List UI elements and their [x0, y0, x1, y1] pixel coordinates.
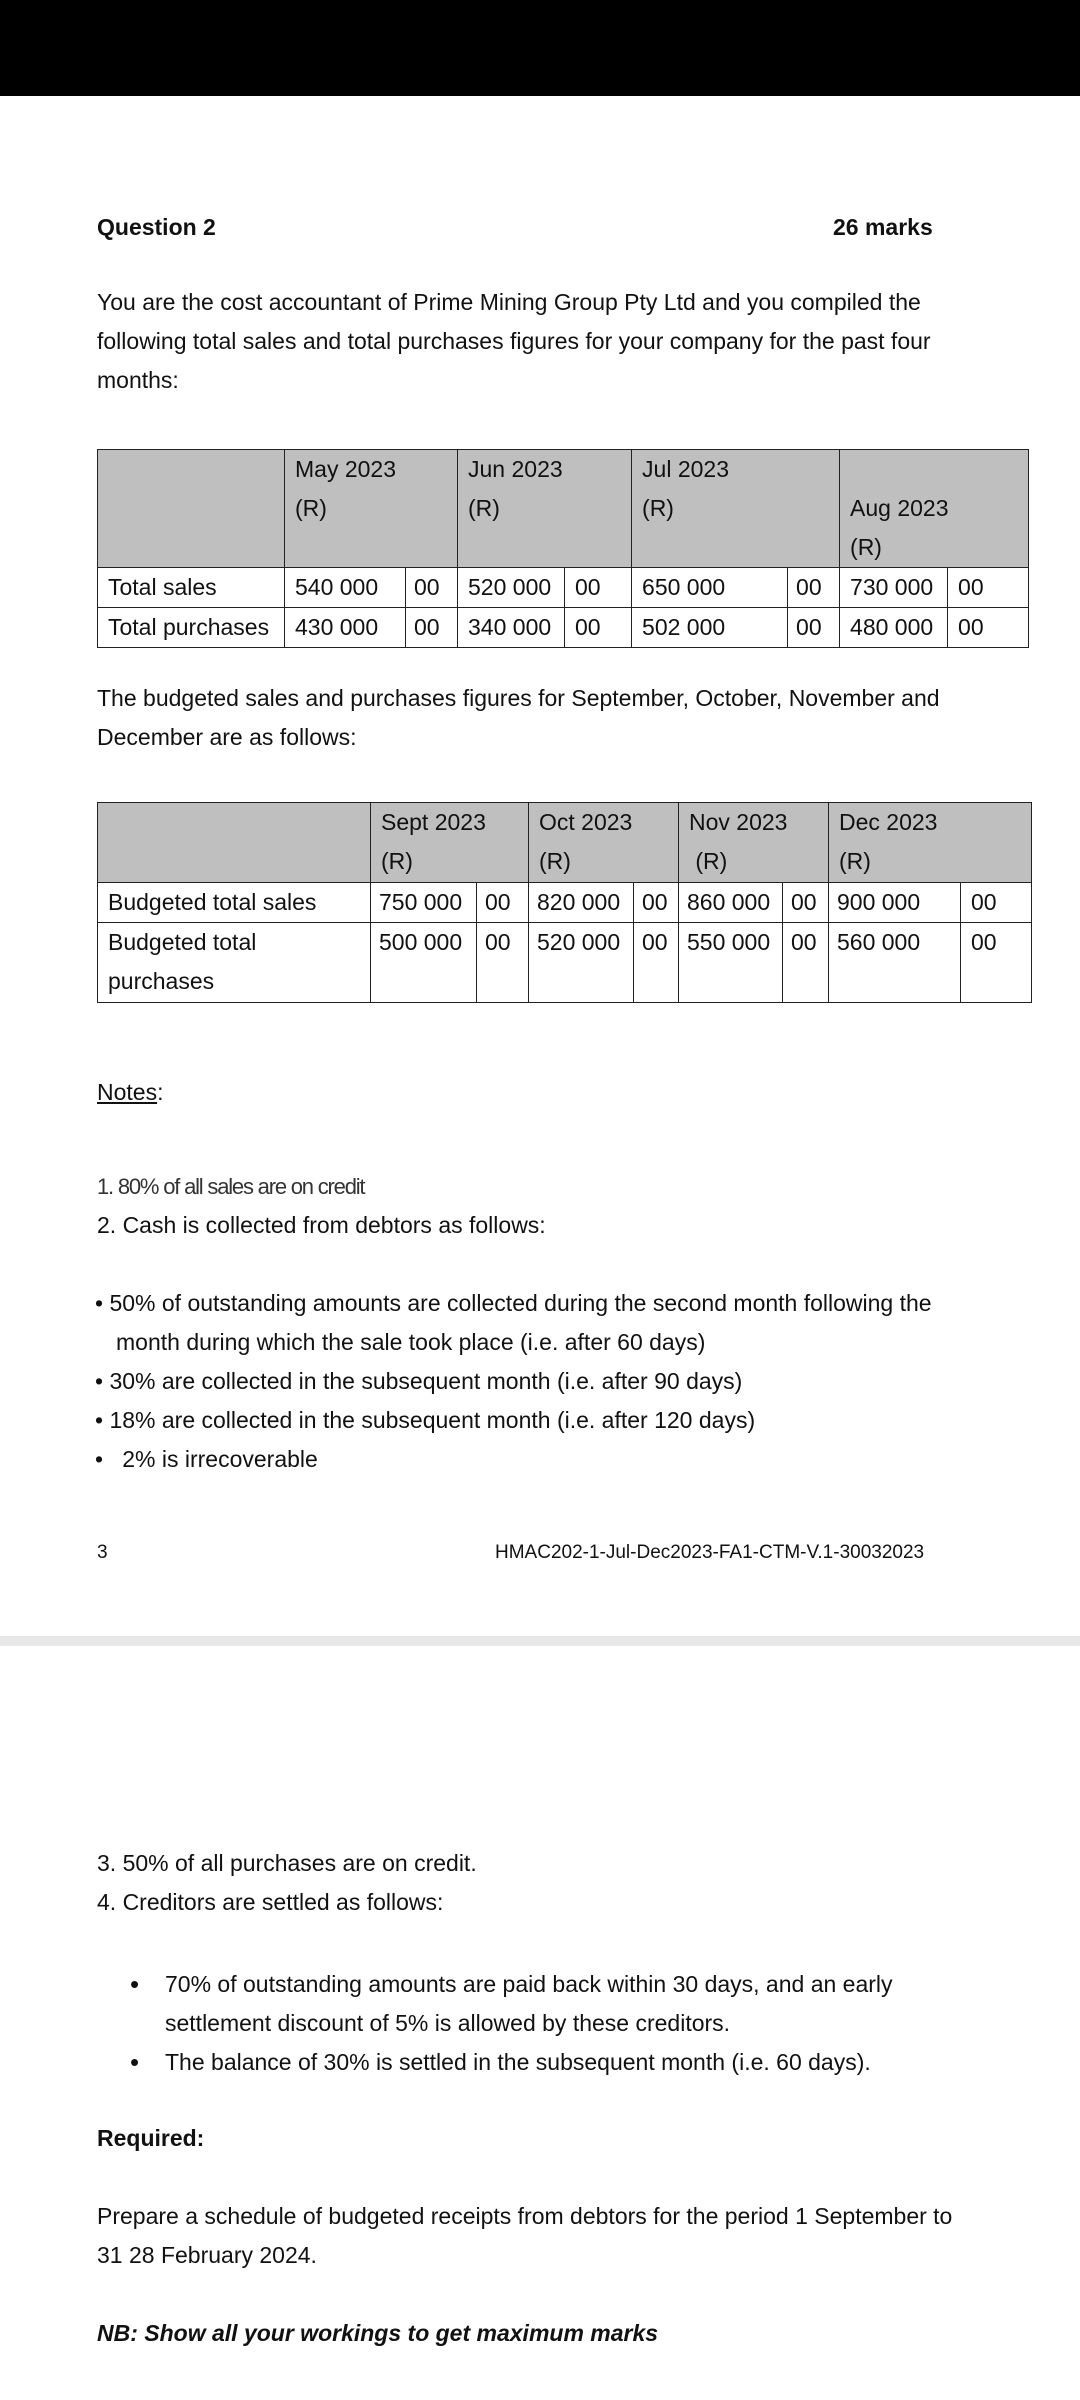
header-unit: (R): [295, 495, 327, 521]
required-heading: Required:: [97, 2125, 205, 2151]
table-row: [98, 883, 1032, 923]
cell-value: 860 000: [679, 883, 783, 923]
table2-header-sept: [371, 803, 529, 883]
cell-value: 750 000: [371, 883, 477, 923]
cell-cents: 00: [961, 923, 1032, 1003]
row-label: Budgeted total sales: [98, 883, 371, 923]
cell-value: 502 000: [632, 608, 788, 648]
note-bullet-4: • 2% is irrecoverable: [95, 1446, 318, 1472]
cell-value: 430 000: [285, 608, 406, 648]
cell-cents: 00: [634, 883, 679, 923]
header-unit: (R): [468, 495, 500, 521]
cell-cents: 00: [788, 568, 840, 608]
note-item-2: 2. Cash is collected from debtors as follows:: [97, 1212, 546, 1238]
cell-cents: 00: [634, 923, 679, 1003]
notes-heading-text: Notes: [97, 1079, 158, 1105]
intro-line-2: following total sales and total purchases figures for your company for the past four: [97, 328, 931, 354]
notes-heading: [97, 1073, 163, 1112]
table2-header-nov: [679, 803, 829, 883]
document-page-1: [0, 96, 1080, 1636]
footer-page-number: 3: [97, 1542, 108, 1563]
footer-doc-code: HMAC202-1-Jul-Dec2023-FA1-CTM-V.1-30032023: [495, 1542, 925, 1563]
cell-cents: 00: [961, 883, 1032, 923]
header-month: Sept 2023: [381, 809, 486, 835]
cell-cents: 00: [948, 568, 1029, 608]
header-month: Aug 2023: [850, 495, 949, 521]
header-month: Jul 2023: [642, 456, 729, 482]
cell-value: 500 000: [371, 923, 477, 1003]
header-month: Dec 2023: [839, 809, 938, 835]
table2-header-blank: [98, 803, 371, 883]
note-bullet-1-cont: month during which the sale took place (i.e. after 60 days): [116, 1329, 706, 1355]
note-item-1: 1. 80% of all sales are on credit: [97, 1174, 365, 1199]
budget-intro-line-1: The budgeted sales and purchases figures for September, October, November and: [97, 685, 940, 711]
table1-header-aug: [840, 450, 1029, 568]
note-bullet-2: • 30% are collected in the subsequent month (i.e. after 90 days): [95, 1368, 743, 1394]
bullet-dot: •: [130, 1969, 140, 1999]
cell-value: 900 000: [829, 883, 961, 923]
row-label: Total purchases: [98, 608, 285, 648]
cell-cents: 00: [565, 608, 632, 648]
cell-cents: 00: [406, 568, 458, 608]
cell-value: 650 000: [632, 568, 788, 608]
historic-sales-purchases-table: [97, 449, 1029, 648]
intro-line-1: You are the cost accountant of Prime Mining Group Pty Ltd and you compiled the: [97, 289, 921, 315]
cell-cents: 00: [788, 608, 840, 648]
row-label-line-1: Budgeted total: [108, 929, 257, 955]
table1-header-blank: [98, 450, 285, 568]
cell-cents: 00: [406, 608, 458, 648]
table1-header-jul: [632, 450, 840, 568]
cell-cents: 00: [783, 883, 829, 923]
cell-cents: 00: [477, 883, 529, 923]
header-unit: (R): [850, 534, 882, 560]
header-month: Nov 2023: [689, 809, 788, 835]
question-title: Question 2: [97, 214, 216, 240]
table2-header-dec: [829, 803, 1032, 883]
row-label: Total sales: [98, 568, 285, 608]
table1-header-may: [285, 450, 458, 568]
cell-value: 730 000: [840, 568, 948, 608]
table-row: [98, 923, 1032, 1003]
header-unit: (R): [381, 848, 413, 874]
cell-value: 540 000: [285, 568, 406, 608]
cell-value: 480 000: [840, 608, 948, 648]
note-item-4: 4. Creditors are settled as follows:: [97, 1889, 444, 1915]
table1-header-row: [98, 450, 1029, 568]
table2-header-row: [98, 803, 1032, 883]
task-line-1: Prepare a schedule of budgeted receipts from debtors for the period 1 September to: [97, 2203, 953, 2229]
task-line-2: 31 28 February 2024.: [97, 2242, 317, 2268]
header-unit: (R): [539, 848, 571, 874]
header-month: Oct 2023: [539, 809, 633, 835]
note-item-3: 3. 50% of all purchases are on credit.: [97, 1850, 477, 1876]
header-month: May 2023: [295, 456, 397, 482]
cell-value: 340 000: [458, 608, 565, 648]
header-month: Jun 2023: [468, 456, 563, 482]
budget-intro-line-2: December are as follows:: [97, 724, 357, 750]
cell-value: 560 000: [829, 923, 961, 1003]
cell-cents: 00: [783, 923, 829, 1003]
header-unit: (R): [839, 848, 871, 874]
cell-value: 550 000: [679, 923, 783, 1003]
cell-value: 820 000: [529, 883, 634, 923]
row-label-line-2: purchases: [108, 968, 215, 994]
note-bullet-1: • 50% of outstanding amounts are collected during the second month following the: [95, 1290, 932, 1316]
cell-cents: 00: [477, 923, 529, 1003]
creditor-bullet-2: The balance of 30% is settled in the subsequent month (i.e. 60 days).: [165, 2049, 871, 2075]
header-unit: (R): [642, 495, 674, 521]
cell-value: 520 000: [458, 568, 565, 608]
table-row: [98, 608, 1029, 648]
table1-header-jun: [458, 450, 632, 568]
creditor-bullet-1-cont: settlement discount of 5% is allowed by these creditors.: [165, 2010, 731, 2036]
cell-cents: 00: [565, 568, 632, 608]
notes-heading-colon: :: [157, 1079, 164, 1105]
budgeted-sales-purchases-table: [97, 802, 1032, 1003]
intro-line-3: months:: [97, 367, 179, 393]
status-bar: [0, 0, 1080, 96]
row-label: [98, 923, 371, 1003]
note-bullet-3: • 18% are collected in the subsequent month (i.e. after 120 days): [95, 1407, 756, 1433]
document-page-2: [0, 1646, 1080, 2400]
cell-cents: 00: [948, 608, 1029, 648]
nb-instruction: NB: Show all your workings to get maximum marks: [97, 2320, 659, 2346]
page-separator: [0, 1636, 1080, 1646]
header-unit: (R): [689, 848, 728, 874]
bullet-dot: •: [130, 2047, 140, 2077]
table2-header-oct: [529, 803, 679, 883]
table-row: [98, 568, 1029, 608]
cell-value: 520 000: [529, 923, 634, 1003]
creditor-bullet-1: 70% of outstanding amounts are paid back within 30 days, and an early: [165, 1971, 893, 1997]
question-marks: 26 marks: [833, 214, 933, 240]
